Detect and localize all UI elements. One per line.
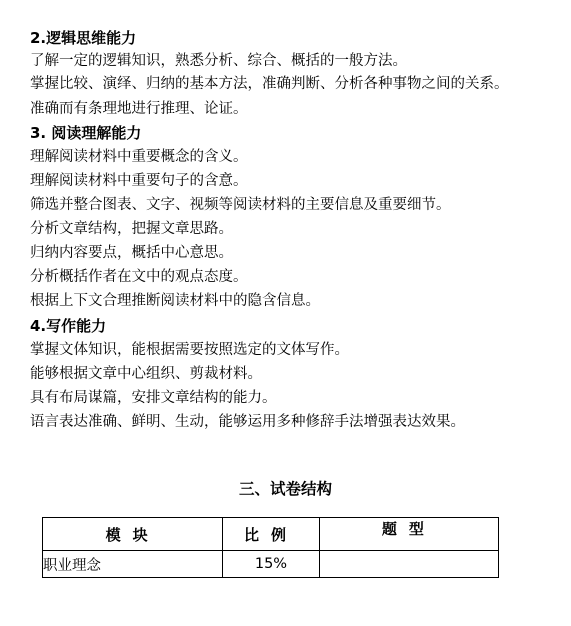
- section-4-item: 能够根据文章中心组织、剪裁材料。: [30, 366, 262, 382]
- section-3-item: 根据上下文合理推断阅读材料中的隐含信息。: [30, 293, 320, 309]
- column-header-module: 模块: [43, 518, 223, 551]
- section-4-heading: 4.写作能力: [30, 317, 107, 335]
- section-3-item: 筛选并整合图表、文字、视频等阅读材料的主要信息及重要细节。: [30, 197, 451, 213]
- cell-question-type: [319, 551, 498, 578]
- section-4-item: 掌握文体知识，能根据需要按照选定的文体写作。: [30, 342, 349, 358]
- section-2-item: 准确而有条理地进行推理、论证。: [30, 101, 248, 117]
- cell-ratio: 15%: [223, 551, 320, 578]
- table-row: [43, 551, 499, 578]
- section-3-item: 分析文章结构，把握文章思路。: [30, 221, 233, 237]
- section-3-item: 理解阅读材料中重要概念的含义。: [30, 149, 248, 165]
- section-4-item: 具有布局谋篇，安排文章结构的能力。: [30, 390, 277, 406]
- section-3-item: 理解阅读材料中重要句子的含意。: [30, 173, 248, 189]
- section-4-item: 语言表达准确、鲜明、生动，能够运用多种修辞手法增强表达效果。: [30, 414, 465, 430]
- column-header-question-type: 题型: [319, 518, 498, 551]
- table-header-row: [43, 518, 499, 551]
- section-3-item: 分析概括作者在文中的观点态度。: [30, 269, 248, 285]
- cell-module: 职业理念: [43, 551, 223, 578]
- section-3-heading: 3. 阅读理解能力: [30, 124, 142, 142]
- section-2-heading: 2.逻辑思维能力: [30, 29, 137, 47]
- exam-structure-title: 三、试卷结构: [238, 480, 332, 498]
- section-2-item: 掌握比较、演绎、归纳的基本方法，准确判断、分析各种事物之间的关系。: [30, 76, 509, 92]
- exam-structure-table: [42, 517, 499, 578]
- section-2-item: 了解一定的逻辑知识，熟悉分析、综合、概括的一般方法。: [30, 53, 407, 69]
- column-header-ratio: 比例: [223, 518, 320, 551]
- section-3-item: 归纳内容要点，概括中心意思。: [30, 245, 233, 261]
